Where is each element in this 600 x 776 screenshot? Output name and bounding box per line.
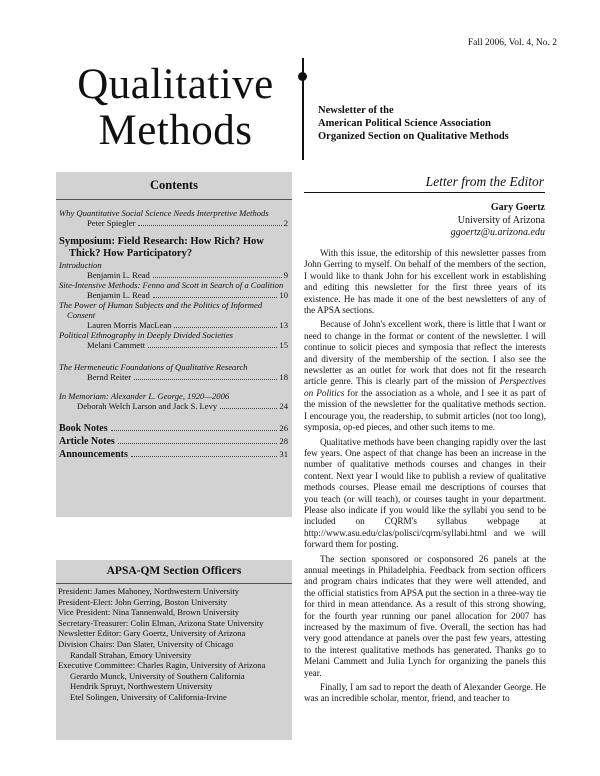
- toc-author: Melani Cammett: [87, 340, 145, 350]
- letter-paragraph: Qualitative methods have been changing rapidly over the last few years. One aspect of that change has been an increase in the number of qualitative methods courses and changes in their content. Next year I would like to publish a review of qualitative methods courses. Please email me descriptions of courses that you teach (or will teach), or courses taught in your department. Please also indicate if you would like the syllabi you send to be included on CQRM's syllabus webpage at http://www.asu.edu/clas/polisci/cqrm/syllabi.html and we will forward them for posting.: [304, 436, 546, 550]
- tagline: [318, 104, 509, 143]
- officer-line: Vice President: Nina Tannenwald, Brown University: [58, 607, 240, 618]
- toc-title: Why Quantitative Social Science Needs Interpretive Methods: [59, 208, 269, 218]
- toc-page: 15: [279, 340, 288, 350]
- letter-paragraph: Finally, I am sad to report the death of Alexander George. He was an incredible scholar, mentor, friend, and teacher to: [304, 682, 546, 704]
- toc-title: The Hermeneutic Foundations of Qualitative Research: [59, 362, 248, 372]
- toc-page: 10: [279, 290, 288, 300]
- masthead-dot: [298, 72, 307, 81]
- tagline-line: American Political Science Association: [318, 118, 491, 129]
- editor-affiliation: University of Arizona: [457, 214, 545, 226]
- masthead: [58, 62, 293, 154]
- letter-text: for the association as a whole, and I see it as part of the mission of the newsletter for the qualitative methods section. I encourage you, the readership, to submit articles (not too long), symposia, op-ed pieces, and other such items to me.: [304, 387, 546, 433]
- toc-title: In Memoriam: Alexander L. George, 1920—2006: [59, 391, 230, 401]
- toc-entry[interactable]: [59, 330, 288, 350]
- tagline-line: Organized Section on Qualitative Methods: [318, 131, 509, 142]
- toc-page: 28: [279, 436, 288, 446]
- officer-line: Division Chairs: Dan Slater, University of Chicago: [58, 638, 234, 649]
- letter-text: Because of John's excellent work, there is little that I want or need to change in the format or content of the newsletter. I will continue to solicit pieces and symposia that reflect the interests and diversity of the membership of the section. I also see the newsletter as an outlet for work that does not fit the research article genre. This is clearly part of the mission of: [304, 319, 546, 387]
- officer-line: Etel Solingen, University of California-Irvine: [70, 691, 227, 702]
- tagline-line: Newsletter of the: [318, 105, 394, 116]
- officer-line: President-Elect: John Gerring, Boston University: [58, 596, 228, 607]
- letter-paragraph: The section sponsored or cosponsored 26 panels at the annual meetings in Philadelphia. Feedback from section officers and program chairs indicates that they were well attended, and the official statistics from APSA put the section in a three-way tie for third in mean attendance. As a result of this strong showing, for the fourth year running our panel allocation for 2007 has increased by the maximum of five. Overall, the section has had very good attendance at panels over the past few years, attesting to the interest qualitative methods has generated. Thanks go to Melani Cammett and Julia Lynch for organizing the panels this year.: [304, 553, 546, 678]
- masthead-line-2: Methods: [98, 107, 253, 154]
- toc-title: Political Ethnography in Deeply Divided Societies: [59, 330, 233, 340]
- toc-entry[interactable]: [59, 260, 288, 280]
- masthead-line-1: Qualitative: [77, 61, 274, 108]
- toc-entry[interactable]: [59, 300, 288, 330]
- toc-author: Lauren Morris MacLean: [87, 320, 172, 330]
- toc-page: 31: [279, 449, 288, 459]
- toc-entry[interactable]: [59, 362, 288, 382]
- toc-page: 9: [283, 270, 288, 280]
- officer-line: Secretary-Treasurer: Colin Elman, Arizona State University: [58, 617, 264, 628]
- toc-author: Benjamin L. Read: [87, 290, 150, 300]
- toc-page: 2: [283, 218, 288, 228]
- journal-title: Perspectives on Politics: [304, 376, 546, 398]
- toc-section-label: Announcements: [59, 449, 128, 460]
- toc-page: 13: [279, 320, 288, 330]
- issue-info: Fall 2006, Vol. 4, No. 2: [467, 38, 557, 48]
- toc-section-label: Article Notes: [59, 436, 115, 447]
- letter-body: [304, 248, 546, 708]
- toc-section-book-notes[interactable]: [59, 422, 288, 435]
- symposium-heading: Symposium: Field Research: How Rich? How Thick? How Participatory?: [59, 236, 264, 259]
- officer-line: Executive Committee: Charles Ragin, University of Arizona: [58, 660, 266, 671]
- contents-title: Contents: [150, 178, 198, 192]
- toc-entry[interactable]: [59, 391, 288, 411]
- officer-line: Randall Strahan, Emory University: [70, 649, 192, 660]
- editor-byline: [451, 202, 545, 240]
- officers-box: [56, 560, 292, 740]
- contents-box: [56, 172, 292, 517]
- officer-line: Gerardo Munck, University of Southern California: [70, 670, 245, 681]
- letter-paragraph: [304, 319, 546, 433]
- letter-heading: Letter from the Editor: [425, 174, 544, 189]
- officer-line: President: James Mahoney, Northwestern University: [58, 586, 240, 596]
- toc-entry[interactable]: [59, 208, 288, 228]
- toc-author: Peter Spiegler: [87, 218, 136, 228]
- toc-section-announcements[interactable]: [59, 448, 288, 461]
- letter-paragraph: With this issue, the editorship of this newsletter passes from John Gerring to myself. On behalf of the members of the section, I would like to thank John for his excellent work in establishing and editing this newsletter for the first three years of its existence. He has made it one of the best newsletters of any of the APSA sections.: [304, 248, 546, 316]
- toc-title: The Power of Human Subjects and the Politics of Informed Consent: [59, 300, 263, 320]
- toc-author: Deborah Welch Larson and Jack S. Levy: [77, 401, 218, 411]
- officers-rule: [56, 583, 292, 584]
- toc-title: Site-Intensive Methods: Fenno and Scott in Search of a Coalition: [59, 280, 284, 290]
- toc-title: Introduction: [59, 260, 102, 270]
- editor-name: Gary Goertz: [490, 202, 545, 213]
- toc-author: Benjamin L. Read: [87, 270, 150, 280]
- toc-section-article-notes[interactable]: [59, 435, 288, 448]
- toc-author: Bernd Reiter: [87, 372, 132, 382]
- officer-line: Hendrik Spruyt, Northwestern University: [70, 681, 213, 692]
- editor-email[interactable]: ggoertz@u.arizona.edu: [450, 227, 545, 238]
- toc-page: 24: [279, 401, 288, 411]
- toc-page: 18: [279, 372, 288, 382]
- officer-line: Newsletter Editor: Gary Goertz, University of Arizona: [58, 628, 246, 639]
- toc-section-label: Book Notes: [59, 423, 108, 434]
- officers-title: APSA-QM Section Officers: [106, 565, 242, 577]
- letter-rule: [304, 192, 545, 193]
- toc-entry[interactable]: [59, 280, 288, 300]
- toc-page: 26: [279, 423, 288, 433]
